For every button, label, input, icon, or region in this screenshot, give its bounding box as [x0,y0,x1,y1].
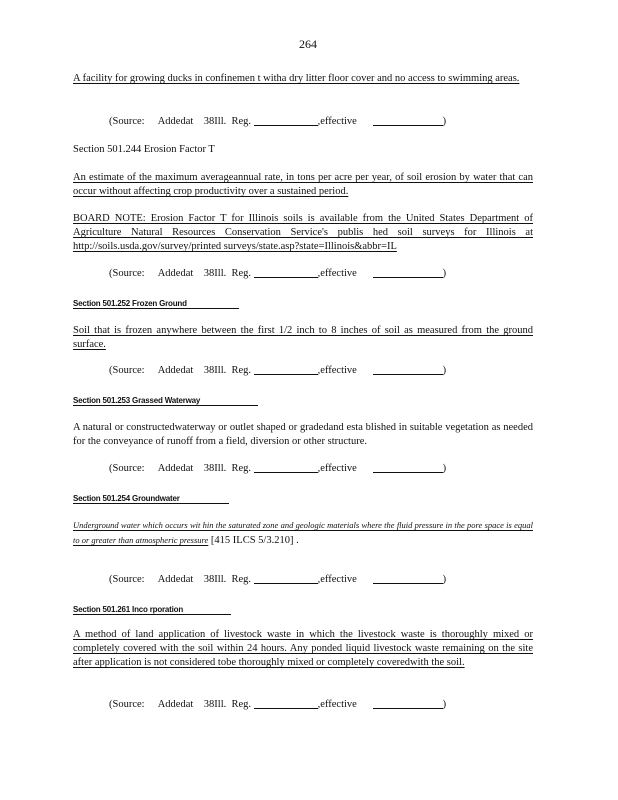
section-heading-grassed-waterway [73,394,258,406]
section-heading-erosion-factor: Section 501.244 Erosion Factor T [73,144,215,155]
source-reg-blank [254,115,318,126]
source-close: ) [442,699,447,710]
source-date-blank [373,267,443,278]
source-line [109,267,446,279]
source-prefix: (Source: [109,463,145,474]
source-ref: 38Ill. [203,365,227,376]
source-prefix: (Source: [109,574,145,585]
source-close: ) [442,574,447,585]
source-close: ) [442,268,447,279]
groundwater-definition [73,518,533,548]
source-date-blank [373,364,443,375]
source-close: ) [442,365,447,376]
source-ref: 38Ill. [203,463,227,474]
source-prefix: (Source: [109,268,145,279]
source-prefix: (Source: [109,116,145,127]
source-date-blank [373,462,443,473]
source-date-blank [373,698,443,709]
source-added: Addedat [157,116,194,127]
heading-text: Section 501.254 Groundwater [73,494,229,504]
source-prefix: (Source: [109,699,145,710]
source-reg: Reg. [231,268,252,279]
source-effective: ,effective [317,116,357,127]
erosion-factor-definition: An estimate of the maximum averageannual rate, in tons per acre per year, of soil erosion by water that can occur without affecting crop productivity over a sustained period. [73,172,533,198]
source-reg-blank [254,364,318,375]
incorporation-definition: A method of land application of livestock waste in which the livestock waste is thoroughly mixed or completely covered with the soil within 24 hours. Any ponded liquid livestock waste remaining on the site after application is not considered tobe thoroughly mixed or completely coveredwith the soil. [73,629,533,669]
source-prefix: (Source: [109,365,145,376]
source-added: Addedat [157,699,194,710]
heading-text: Section 501.253 Grassed Waterway [73,396,258,406]
source-effective: ,effective [317,699,357,710]
source-reg: Reg. [231,463,252,474]
source-ref: 38Ill. [203,268,227,279]
source-reg-blank [254,267,318,278]
source-reg-blank [254,573,318,584]
heading-text: Section 501.252 Frozen Ground [73,299,239,309]
source-effective: ,effective [317,268,357,279]
source-reg: Reg. [231,574,252,585]
groundwater-italic-text: Underground water which occurs wit hin the saturated zone and geologic materials where the fluid pressure in the pore space is equal to or greater than atmospheric pressure [73,520,533,546]
source-line [109,115,446,127]
source-close: ) [442,463,447,474]
source-ref: 38Ill. [203,116,227,127]
source-added: Addedat [157,463,194,474]
duck-facility-definition: A facility for growing ducks in confinemen t witha dry litter floor cover and no access to swimming areas. [73,73,520,84]
source-added: Addedat [157,268,194,279]
heading-text: Section 501.261 Inco rporation [73,605,231,615]
source-line [109,462,446,474]
source-effective: ,effective [317,574,357,585]
board-note: BOARD NOTE: Erosion Factor T for Illinois soils is available from the United States Department of Agriculture Natural Resources Conservation Service's publis hed soil surveys for Illinois at http://soils.usda.gov/survey/printed surveys/state.asp?state=Illinois&abbr=IL [73,213,533,253]
source-reg: Reg. [231,699,252,710]
source-reg: Reg. [231,365,252,376]
section-heading-incorporation [73,603,231,615]
frozen-ground-definition: Soil that is frozen anywhere between the first 1/2 inch to 8 inches of soil as measured from the ground surface. [73,325,533,351]
source-effective: ,effective [317,463,357,474]
section-heading-frozen-ground [73,297,239,309]
source-line [109,364,446,376]
source-date-blank [373,573,443,584]
grassed-waterway-definition: A natural or constructedwaterway or outlet shaped or gradedand esta blished in suitable vegetation as needed for the conveyance of runoff from a field, diversion or other structure. [73,422,533,448]
source-reg-blank [254,462,318,473]
source-ref: 38Ill. [203,699,227,710]
groundwater-citation: [415 ILCS 5/3.210] . [210,535,299,547]
source-added: Addedat [157,365,194,376]
page-number: 264 [299,37,317,51]
section-heading-groundwater [73,492,229,504]
source-reg: Reg. [231,116,252,127]
source-close: ) [442,116,447,127]
source-added: Addedat [157,574,194,585]
source-effective: ,effective [317,365,357,376]
source-reg-blank [254,698,318,709]
source-ref: 38Ill. [203,574,227,585]
source-line [109,698,446,710]
source-date-blank [373,115,443,126]
source-line [109,573,446,585]
